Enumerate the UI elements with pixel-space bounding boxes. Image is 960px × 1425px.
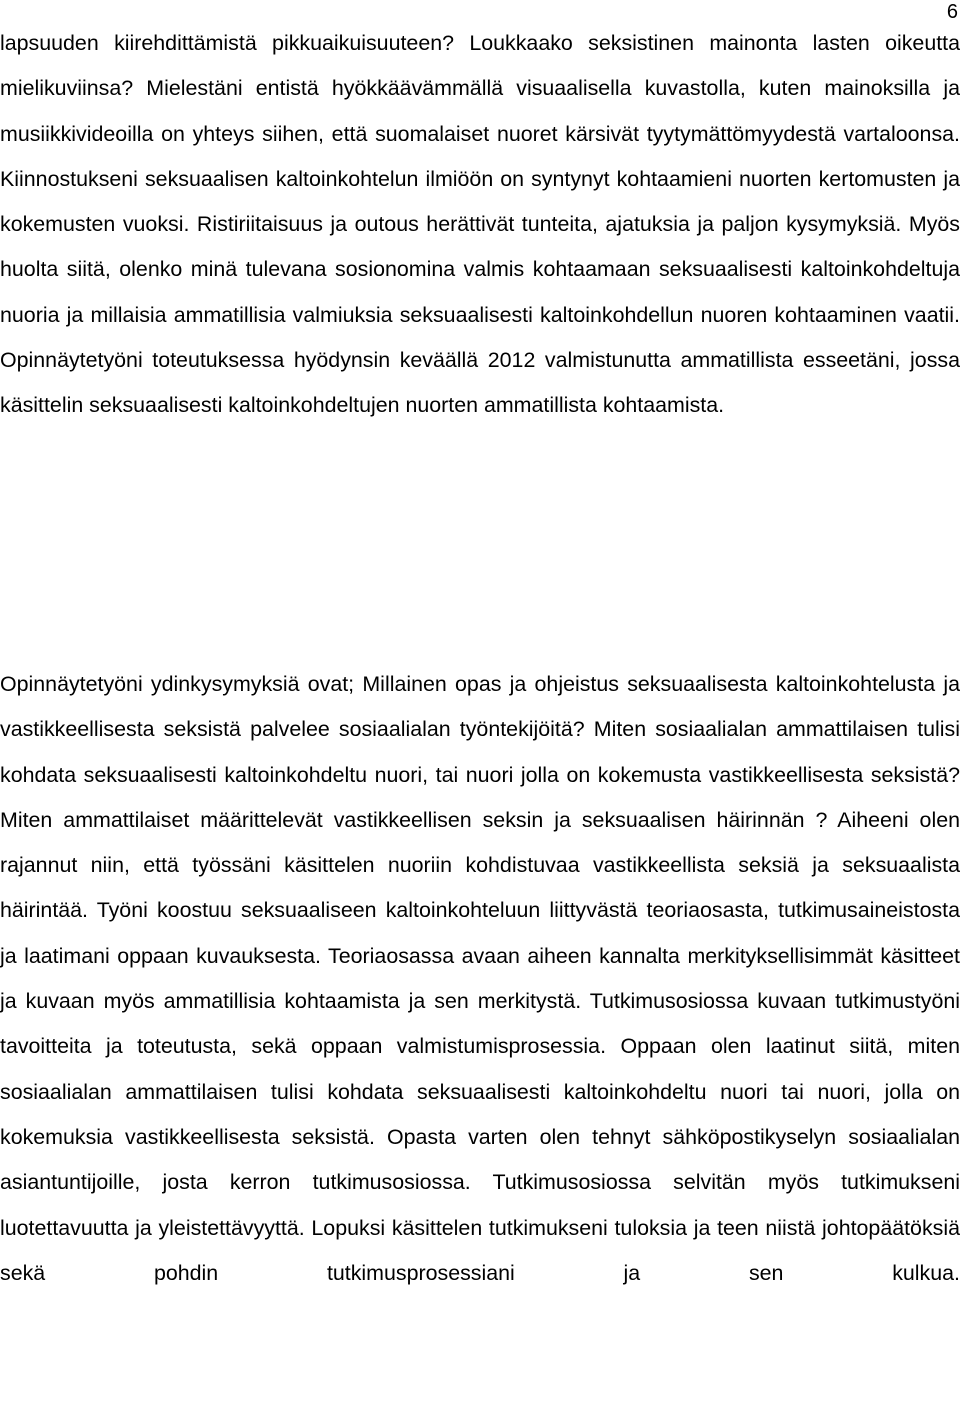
body-paragraph-1: lapsuuden kiirehdittämistä pikkuaikuisuuteen? Loukkaako seksistinen mainonta lasten oikeutta mielikuviinsa? Mielestäni entistä hyökkäävämmällä visuaalisella kuvastolla, kuten mainoksilla ja musiikkivideoilla on yhteys siihen, että suomalaiset nuoret kärsivät tyytymättömyydestä vartaloonsa. Kiinnostukseni seksuaalisen kaltoinkohtelun ilmiöön on syntynyt kohtaamieni nuorten kertomusten ja kokemusten vuoksi. Ristiriitaisuus ja outous herättivät tunteita, ajatuksia ja paljon kysymyksiä. Myös huolta siitä, olenko minä tulevana sosionomina valmis kohtaamaan seksuaalisesti kaltoinkohdeltuja nuoria ja millaisia ammatillisia valmiuksia seksuaalisesti kaltoinkohdellun nuoren kohtaaminen vaatii. Opinnäytetyöni toteutuksessa hyödynsin keväällä 2012 valmistunutta ammatillista esseetäni, jossa käsittelin seksuaalisesti kaltoinkohdeltujen nuorten ammatillista kohtaamista. (0, 31, 960, 418)
body-paragraph-2: Opinnäytetyöni ydinkysymyksiä ovat; Millainen opas ja ohjeistus seksuaalisesta kaltoinkohtelusta ja vastikkeellisesta seksistä palvelee sosiaalialan työntekijöitä? Miten sosiaalialan ammattilaisen tulisi kohdata seksuaalisesti kaltoinkohdeltu nuori, tai nuori jolla on kokemusta vastikkeellisesta seksistä? Miten ammattilaiset määrittelevät vastikkeellisen seksin ja seksuaalisen häirinnän ? Aiheeni olen rajannut niin, että työssäni käsittelen nuoriin kohdistuvaa vastikkeellista seksiä ja seksuaalista häirintää. Työni koostuu seksuaaliseen kaltoinkohteluun liittyvästä teoriaosasta, tutkimusaineistosta ja laatimani oppaan kuvauksesta. Teoriaosassa avaan aiheen kannalta merkityksellisimmät käsitteet ja kuvaan myös ammatillisia kohtaamista ja sen merkitystä. Tutkimusosiossa kuvaan tutkimustyöni tavoitteita ja toteutusta, sekä oppaan valmistumisprosessia. Oppaan olen laatinut siitä, miten sosiaalialan ammattilaisen tulisi kohdata seksuaalisesti kaltoinkohdeltu nuori tai nuori, jolla on kokemuksia vastikkeellisesta seksistä. Opasta varten olen tehnyt sähköpostikyselyn sosiaalialan asiantuntijoille, josta kerron tutkimusosiossa. Tutkimusosiossa selvitän myös tutkimukseni luotettavuutta ja yleistettävyyttä. Lopuksi käsittelen tutkimukseni tuloksia ja teen niistä johtopäätöksiä sekä pohdin tutkimusprosessiani ja sen kulkua. (0, 672, 960, 1285)
page-number: 6 (946, 1, 958, 23)
